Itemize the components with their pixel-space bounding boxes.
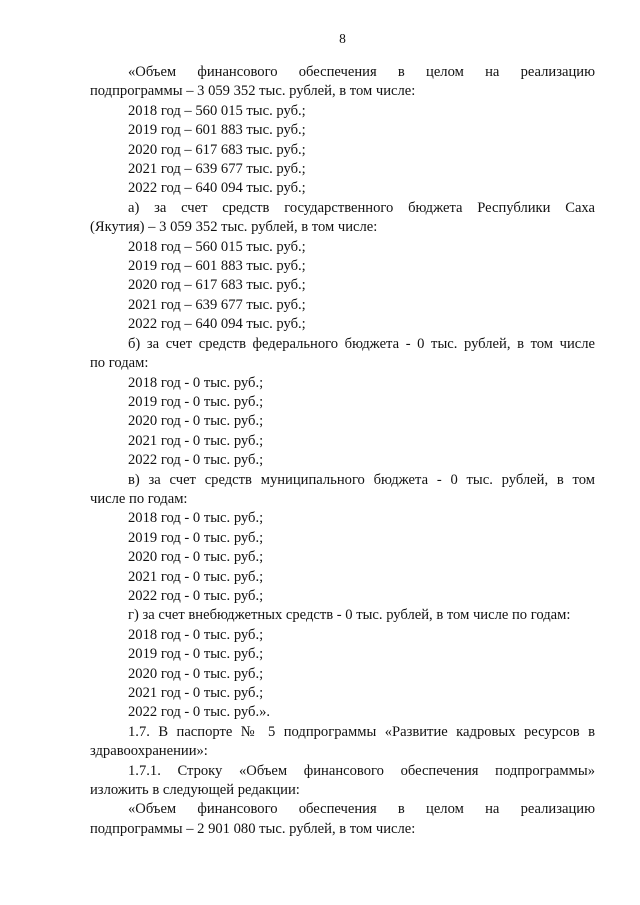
paragraph-line: б) за счет средств федерального бюджета - 0 тыс. рублей, в том числе bbox=[128, 335, 595, 352]
paragraph-line: по годам: bbox=[90, 355, 149, 372]
year-line: 2021 год - 0 тыс. руб.; bbox=[128, 432, 264, 449]
year-line: 2018 год – 560 015 тыс. руб.; bbox=[128, 102, 306, 119]
year-line: 2022 год – 640 094 тыс. руб.; bbox=[128, 180, 306, 197]
page-number: 8 bbox=[339, 31, 346, 46]
year-line: 2018 год - 0 тыс. руб.; bbox=[128, 374, 264, 391]
paragraph-line: подпрограммы – 3 059 352 тыс. рублей, в том числе: bbox=[90, 83, 416, 100]
paragraph-line: подпрограммы – 2 901 080 тыс. рублей, в том числе: bbox=[90, 820, 416, 837]
year-line: 2020 год - 0 тыс. руб.; bbox=[128, 549, 264, 566]
paragraph-line: г) за счет внебюджетных средств - 0 тыс. рублей, в том числе по годам: bbox=[128, 607, 571, 624]
year-line: 2019 год – 601 883 тыс. руб.; bbox=[128, 122, 306, 139]
paragraph-line: 1.7. В паспорте № 5 подпрограммы «Развитие кадровых ресурсов в bbox=[128, 723, 595, 740]
year-line: 2020 год – 617 683 тыс. руб.; bbox=[128, 141, 306, 158]
year-line: 2018 год - 0 тыс. руб.; bbox=[128, 510, 264, 527]
paragraph-line: изложить в следующей редакции: bbox=[90, 782, 300, 799]
paragraph-line: а) за счет средств государственного бюджета Республики Саха bbox=[128, 199, 595, 216]
year-line: 2022 год - 0 тыс. руб.». bbox=[128, 704, 271, 721]
paragraph-line: 1.7.1. Строку «Объем финансового обеспечения подпрограммы» bbox=[128, 762, 595, 779]
paragraph-line: числе по годам: bbox=[90, 490, 188, 507]
paragraph-line: (Якутия) – 3 059 352 тыс. рублей, в том числе: bbox=[90, 219, 378, 236]
year-line: 2020 год – 617 683 тыс. руб.; bbox=[128, 277, 306, 294]
year-line: 2020 год - 0 тыс. руб.; bbox=[128, 413, 264, 430]
year-line: 2021 год – 639 677 тыс. руб.; bbox=[128, 296, 306, 313]
document-body bbox=[90, 63, 595, 839]
year-line: 2021 год - 0 тыс. руб.; bbox=[128, 568, 264, 585]
paragraph-line: «Объем финансового обеспечения в целом на реализацию bbox=[128, 64, 595, 80]
year-line: 2022 год - 0 тыс. руб.; bbox=[128, 587, 264, 604]
year-line: 2020 год - 0 тыс. руб.; bbox=[128, 665, 264, 682]
year-line: 2019 год – 601 883 тыс. руб.; bbox=[128, 258, 306, 275]
year-line: 2019 год - 0 тыс. руб.; bbox=[128, 646, 264, 663]
document-page bbox=[90, 0, 595, 905]
year-line: 2022 год – 640 094 тыс. руб.; bbox=[128, 316, 306, 333]
year-line: 2018 год - 0 тыс. руб.; bbox=[128, 626, 264, 643]
year-line: 2018 год – 560 015 тыс. руб.; bbox=[128, 238, 306, 255]
year-line: 2022 год - 0 тыс. руб.; bbox=[128, 452, 264, 469]
paragraph-line: в) за счет средств муниципального бюджета - 0 тыс. рублей, в том bbox=[128, 471, 595, 488]
paragraph-line: «Объем финансового обеспечения в целом на реализацию bbox=[128, 801, 595, 818]
year-line: 2019 год - 0 тыс. руб.; bbox=[128, 529, 264, 546]
year-line: 2021 год - 0 тыс. руб.; bbox=[128, 685, 264, 701]
year-line: 2019 год - 0 тыс. руб.; bbox=[128, 393, 264, 410]
year-line: 2021 год – 639 677 тыс. руб.; bbox=[128, 161, 306, 178]
paragraph-line: здравоохранении»: bbox=[90, 743, 208, 760]
